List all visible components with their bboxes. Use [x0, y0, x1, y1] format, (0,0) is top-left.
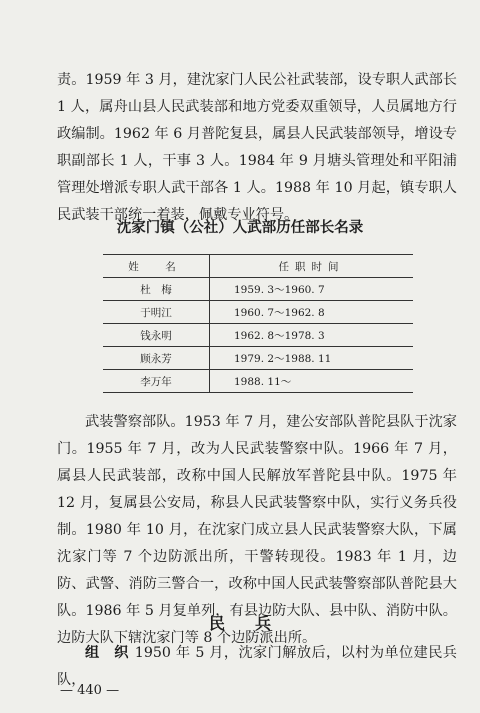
row-name: 钱永明: [103, 324, 210, 347]
row-name: 于明江: [103, 301, 210, 324]
table-title: 沈家门镇（公社）人武部历任部长名录: [116, 220, 364, 236]
row-term: 1988. 11～: [210, 370, 414, 393]
lead-term: 组 织: [85, 645, 129, 661]
page-number: — 440 —: [60, 683, 120, 698]
table-row: [103, 278, 413, 301]
table-row: [103, 324, 413, 347]
row-term: 1960. 7～1962. 8: [210, 301, 414, 324]
paragraph-wuzhuangbu: 责。1959 年 3 月，建沈家门人民公社武装部，设专职人武部长 1 人，属舟山县人民武装部和地方党委双重领导，人员属地方行政编制。1962 年 6 月普陀复县，属县人民武装部领导，增设专职副部长 1 人，干事 3 人。1984 年 9 月塘头管理处和平阳浦管理处增派专职人武干部各 1 人。1988 年 10 月起，镇专职人民武装干部统一着装，佩戴专业符号。: [57, 72, 457, 223]
row-name: 杜 梅: [103, 278, 210, 301]
row-name: 顾永芳: [103, 347, 210, 370]
header-name: 姓 名: [103, 255, 210, 278]
table-row: [103, 301, 413, 324]
table-row: [103, 370, 413, 393]
row-term: 1979. 2～1988. 11: [210, 347, 414, 370]
row-term: 1962. 8～1978. 3: [210, 324, 414, 347]
header-term: 任职时间: [210, 255, 414, 278]
row-name: 李万年: [103, 370, 210, 393]
paragraph-text: 1950 年 5 月，沈家门解放后，以村为单位建民兵队，: [57, 645, 457, 688]
section-heading-militia: 民兵: [208, 614, 301, 633]
paragraph-armed-police: 武装警察部队。1953 年 7 月，建公安部队普陀县队于沈家门。1955 年 7 月，改为人民武装警察中队。1966 年 7 月，属县人民武装部，改称中国人民解放军普陀县中队。1975 年 12 月，复属县公安局，称县人民武装警察中队，实行义务兵役制。1980 年 10 月，在沈家门成立县人民武装警察大队，下属沈家门等 7 个边防派出所，干警转现役。1983 年 1 月，边防、武警、消防三警合一，改称中国人民武装警察部队普陀县大队。1986 年 5 月复单列，有县边防大队、县中队、消防中队。边防大队下辖沈家门等 8 个边防派出所。: [57, 414, 457, 646]
row-term: 1959. 3～1960. 7: [210, 278, 414, 301]
table-row: [103, 347, 413, 370]
minister-roster-table: [103, 254, 413, 393]
table-header-row: [103, 255, 413, 278]
